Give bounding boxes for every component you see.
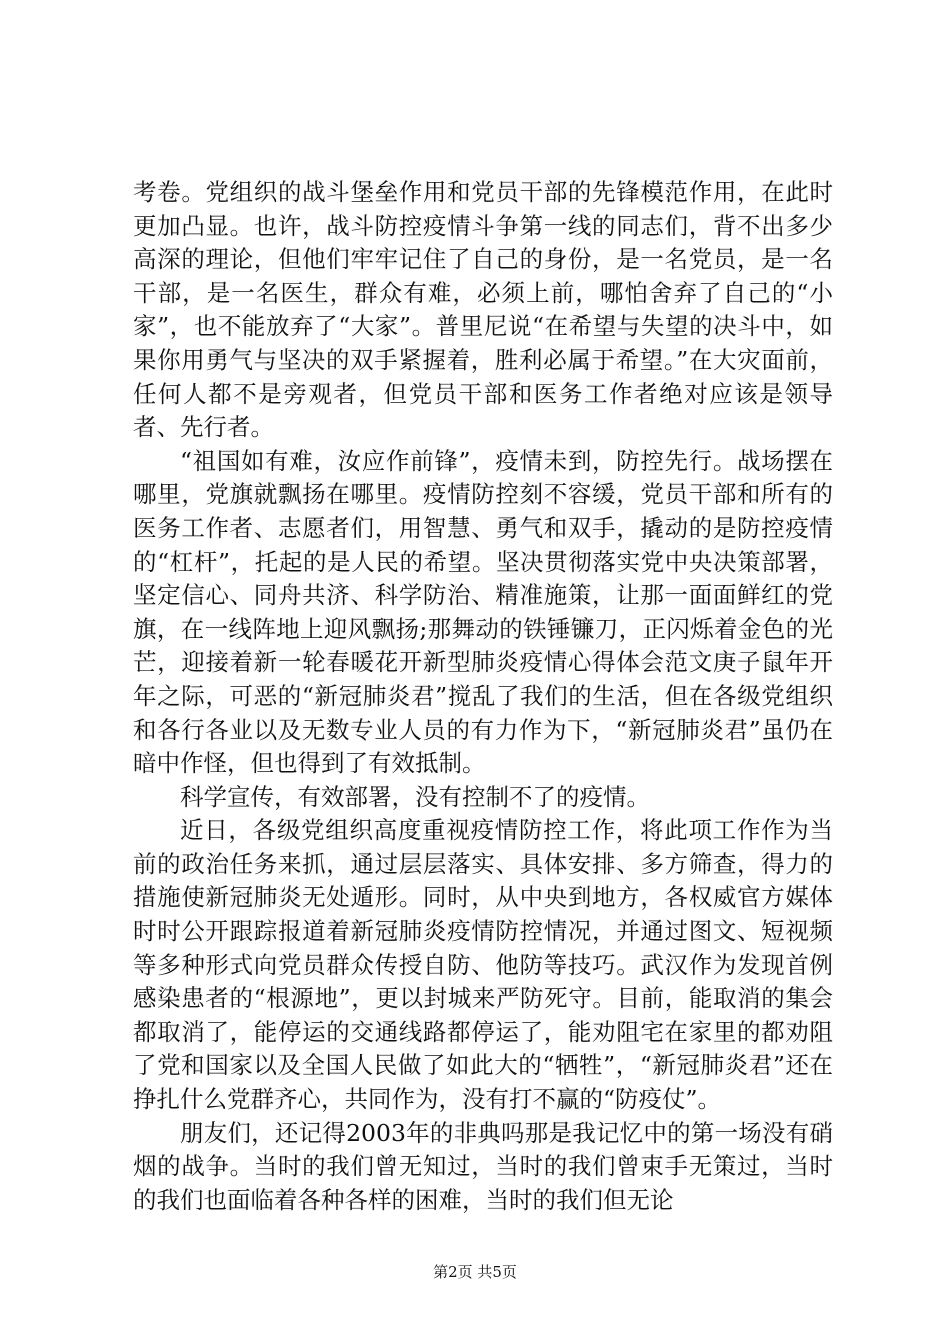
paragraph-2: “祖国如有难，汝应作前锋”，疫情未到，防控先行。战场摆在哪里，党旗就飘扬在哪里。疫情防控刻不容缓，党员干部和所有的医务工作者、志愿者们，用智慧、勇气和双手，撬动的是防控疫情的“杠杆”，托起的是人民的希望。坚决贯彻落实党中央决策部署，坚定信心、同舟共济、科学防治、精准施策，让那一面面鲜红的党旗，在一线阵地上迎风飘扬;那舞动的铁锤镰刀，正闪烁着金色的光芒，迎接着新一轮春暖花开新型肺炎疫情心得体会范文庚子鼠年开年之际，可恶的“新冠肺炎君”搅乱了我们的生活，但在各级党组织和各行各业以及无数专业人员的有力作为下，“新冠肺炎君”虽仍在暗中作怪，但也得到了有效抵制。	[133, 446, 833, 778]
paragraph-5: 朋友们，还记得2003年的非典吗那是我记忆中的第一场没有硝烟的战争。当时的我们曾无知过，当时的我们曾束手无策过，当时的我们也面临着各种各样的困难，当时的我们但无论	[133, 1118, 833, 1214]
paragraph-3: 科学宣传，有效部署，没有控制不了的疫情。	[180, 782, 650, 811]
paragraph-4: 近日，各级党组织高度重视疫情防控工作，将此项工作作为当前的政治任务来抓，通过层层落实、具体安排、多方筛查，得力的措施使新冠肺炎无处遁形。同时，从中央到地方，各权威官方媒体时时公开跟踪报道着新冠肺炎疫情防控情况，并通过图文、短视频等多种形式向党员群众传授自防、他防等技巧。武汉作为发现首例感染患者的“根源地”，更以封城来严防死守。目前，能取消的集会都取消了，能停运的交通线路都停运了，能劝阻宅在家里的都劝阻了党和国家以及全国人民做了如此大的“牺牲”，“新冠肺炎君”还在挣扎什么党群齐心，共同作为，没有打不赢的“防疫仗”。	[133, 816, 833, 1114]
document-body	[133, 176, 833, 1217]
paragraph-1: 考卷。党组织的战斗堡垒作用和党员干部的先锋模范作用，在此时更加凸显。也许，战斗防控疫情斗争第一线的同志们，背不出多少高深的理论，但他们牢牢记住了自己的身份，是一名党员，是一名干部，是一名医生，群众有难，必须上前，哪怕舍弃了自己的“小家”，也不能放弃了“大家”。普里尼说“在希望与失望的决斗中，如果你用勇气与坚决的双手紧握着，胜利必属于希望。”在大灾面前，任何人都不是旁观者，但党员干部和医务工作者绝对应该是领导者、先行者。	[133, 178, 833, 442]
page-footer: 第2页 共5页	[433, 1263, 517, 1281]
